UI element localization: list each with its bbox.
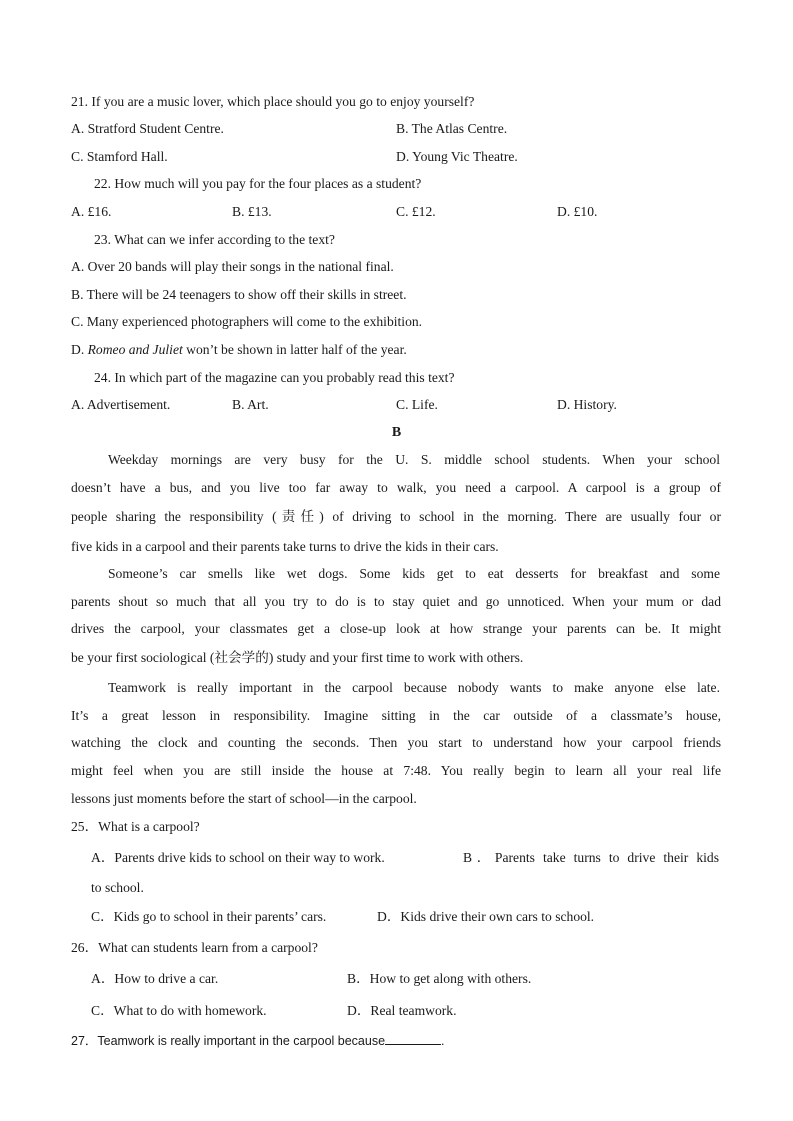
q22-option-b: B. £13.	[232, 204, 272, 219]
q24-option-b: B. Art.	[232, 397, 269, 412]
q26-option-c: C．What to do with homework.	[91, 1003, 267, 1018]
q26-option-b: B．How to get along with others.	[347, 971, 532, 986]
q25-option-a: A．Parents drive kids to school on their way to work.	[91, 850, 385, 865]
passage-line: parents shout so much that all you try to do is to stay quiet and go unnoticed. When your mum or dad	[71, 594, 721, 609]
q25-option-b: B．Parents take turns to drive their kids	[463, 850, 719, 865]
q26-option-d: D．Real teamwork.	[347, 1003, 457, 1018]
q23-option-c: C. Many experienced photographers will come to the exhibition.	[71, 314, 423, 329]
q26-option-a: A．How to drive a car.	[91, 971, 219, 986]
q26-stem: 26．What can students learn from a carpool?	[71, 940, 318, 955]
q21-option-c: C. Stamford Hall.	[71, 149, 168, 164]
answer-blank[interactable]	[385, 1032, 441, 1045]
passage-line: doesn’t have a bus, and you live too far away to walk, you need a carpool. A carpool is a group of	[71, 480, 721, 495]
passage-line: watching the clock and counting the seconds. Then you start to understand how your carpool friends	[71, 735, 721, 750]
q25-option-d: D．Kids drive their own cars to school.	[377, 909, 595, 924]
q25-stem: 25．What is a carpool?	[71, 819, 200, 834]
q22-option-c: C. £12.	[396, 204, 436, 219]
passage-line: Teamwork is really important in the carpool because nobody wants to make anyone else late.	[108, 680, 720, 695]
q24-option-a: A. Advertisement.	[71, 397, 171, 412]
q23-option-d-title: Romeo and Juliet	[87, 342, 183, 357]
q21-option-a: A. Stratford Student Centre.	[71, 121, 224, 136]
q23-option-d: D. Romeo and Juliet won’t be shown in latter half of the year.	[71, 342, 407, 357]
q22-stem: 22. How much will you pay for the four places as a student?	[94, 176, 422, 191]
q23-stem: 23. What can we infer according to the text?	[94, 232, 335, 247]
passage-line: five kids in a carpool and their parents take turns to drive the kids in their cars.	[71, 539, 499, 554]
passage-line: Weekday mornings are very busy for the U. S. middle school students. When your school	[108, 452, 720, 467]
q21-option-d: D. Young Vic Theatre.	[396, 149, 518, 164]
passage-line: people sharing the responsibility (责任) of driving to school in the morning. There are usually four or	[71, 509, 721, 524]
q23-option-b: B. There will be 24 teenagers to show off their skills in street.	[71, 287, 407, 302]
q25-option-b-cont: to school.	[91, 880, 144, 895]
q24-stem: 24. In which part of the magazine can you probably read this text?	[94, 370, 455, 385]
passage-line: be your first sociological (社会学的) study and your first time to work with others.	[71, 650, 524, 665]
passage-line: might feel when you are still inside the house at 7:48. You really begin to learn all your real life	[71, 763, 721, 778]
q23-option-a: A. Over 20 bands will play their songs in the national final.	[71, 259, 394, 274]
passage-line: Someone’s car smells like wet dogs. Some kids get to eat desserts for breakfast and some	[108, 566, 720, 581]
q25-option-c: C．Kids go to school in their parents’ cars.	[91, 909, 327, 924]
passage-line: drives the carpool, your classmates get a close-up look at how strange your parents can be. It might	[71, 621, 721, 636]
passage-line: lessons just moments before the start of school—in the carpool.	[71, 791, 417, 806]
q21-stem: 21. If you are a music lover, which place should you go to enjoy yourself?	[71, 94, 475, 109]
q24-option-d: D. History.	[557, 397, 617, 412]
q22-option-d: D. £10.	[557, 204, 598, 219]
passage-line: It’s a great lesson in responsibility. Imagine sitting in the car outside of a classmate’s house,	[71, 708, 721, 723]
section-title: B	[391, 425, 402, 440]
q21-option-b: B. The Atlas Centre.	[396, 121, 508, 136]
q24-option-c: C. Life.	[396, 397, 438, 412]
q27-stem: 27．Teamwork is really important in the carpool because .	[71, 1034, 445, 1048]
q22-option-a: A. £16.	[71, 204, 112, 219]
